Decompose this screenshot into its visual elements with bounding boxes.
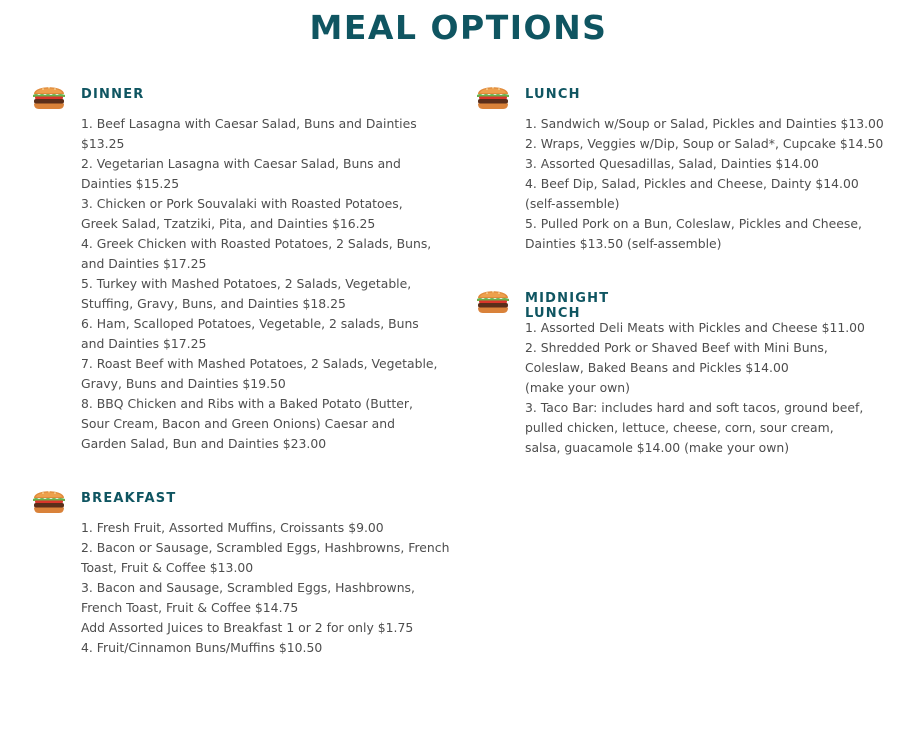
section-title-lunch: LUNCH — [525, 87, 581, 102]
menu-line: 4. Beef Dip, Salad, Pickles and Cheese, Dainty $14.00 — [525, 176, 859, 191]
menu-line: Sour Cream, Bacon and Green Onions) Caesar and — [81, 416, 395, 431]
menu-line: salsa, guacamole $14.00 (make your own) — [525, 440, 790, 455]
menu-line: French Toast, Fruit & Coffee $14.75 — [81, 600, 299, 615]
menu-line: 1. Fresh Fruit, Assorted Muffins, Croissants $9.00 — [81, 520, 384, 535]
menu-line: 1. Beef Lasagna with Caesar Salad, Buns and Dainties — [81, 116, 417, 131]
menu-line: Gravy, Buns and Dainties $19.50 — [81, 376, 286, 391]
menu-line: 1. Sandwich w/Soup or Salad, Pickles and Dainties $13.00 — [525, 116, 884, 131]
menu-line: and Dainties $17.25 — [81, 256, 207, 271]
section-title-dinner: DINNER — [81, 87, 145, 102]
menu-line: 3. Assorted Quesadillas, Salad, Dainties $14.00 — [525, 156, 819, 171]
menu-line: pulled chicken, lettuce, cheese, corn, sour cream, — [525, 420, 834, 435]
menu-line: Stuffing, Gravy, Buns, and Dainties $18.25 — [81, 296, 346, 311]
menu-line: Add Assorted Juices to Breakfast 1 or 2 for only $1.75 — [81, 620, 414, 635]
menu-line: 4. Fruit/Cinnamon Buns/Muffins $10.50 — [81, 640, 323, 655]
menu-line: 2. Wraps, Veggies w/Dip, Soup or Salad*, Cupcake $14.50 — [525, 136, 884, 151]
menu-line: Toast, Fruit & Coffee $13.00 — [81, 560, 254, 575]
page-title: MEAL OPTIONS — [309, 8, 608, 47]
menu-line: 3. Taco Bar: includes hard and soft tacos, ground beef, — [525, 400, 864, 415]
dinner-menu-list — [81, 114, 451, 454]
menu-line: 3. Chicken or Pork Souvalaki with Roasted Potatoes, — [81, 196, 403, 211]
menu-line: $13.25 — [81, 136, 125, 151]
menu-line: Dainties $15.25 — [81, 176, 180, 191]
section-title-breakfast: BREAKFAST — [81, 491, 177, 506]
menu-line: 1. Assorted Deli Meats with Pickles and Cheese $11.00 — [525, 320, 865, 335]
menu-line: 5. Turkey with Mashed Potatoes, 2 Salads, Vegetable, — [81, 276, 412, 291]
menu-line: Coleslaw, Baked Beans and Pickles $14.00 — [525, 360, 789, 375]
menu-line: Dainties $13.50 (self-assemble) — [525, 236, 722, 251]
section-title-midnight-lunch: MIDNIGHT LUNCH — [525, 291, 610, 321]
burger-icon — [475, 81, 511, 111]
breakfast-menu-list — [81, 518, 451, 658]
menu-line: Greek Salad, Tzatziki, Pita, and Dainties $16.25 — [81, 216, 376, 231]
burger-icon — [31, 485, 67, 515]
menu-line: 2. Shredded Pork or Shaved Beef with Mini Buns, — [525, 340, 828, 355]
burger-icon — [31, 81, 67, 111]
menu-line: 2. Bacon or Sausage, Scrambled Eggs, Hashbrowns, French — [81, 540, 450, 555]
menu-line: (self-assemble) — [525, 196, 620, 211]
menu-line: 2. Vegetarian Lasagna with Caesar Salad, Buns and — [81, 156, 401, 171]
menu-line: 5. Pulled Pork on a Bun, Coleslaw, Pickles and Cheese, — [525, 216, 862, 231]
lunch-menu-list — [525, 114, 895, 254]
midnight-lunch-menu-list — [525, 318, 895, 458]
menu-line: (make your own) — [525, 380, 630, 395]
menu-line: 8. BBQ Chicken and Ribs with a Baked Potato (Butter, — [81, 396, 413, 411]
menu-line: Garden Salad, Bun and Dainties $23.00 — [81, 436, 327, 451]
menu-line: 7. Roast Beef with Mashed Potatoes, 2 Salads, Vegetable, — [81, 356, 438, 371]
burger-icon — [475, 285, 511, 315]
menu-line: and Dainties $17.25 — [81, 336, 207, 351]
menu-line: 3. Bacon and Sausage, Scrambled Eggs, Hashbrowns, — [81, 580, 415, 595]
menu-line: 6. Ham, Scalloped Potatoes, Vegetable, 2 salads, Buns — [81, 316, 419, 331]
menu-line: 4. Greek Chicken with Roasted Potatoes, 2 Salads, Buns, — [81, 236, 432, 251]
